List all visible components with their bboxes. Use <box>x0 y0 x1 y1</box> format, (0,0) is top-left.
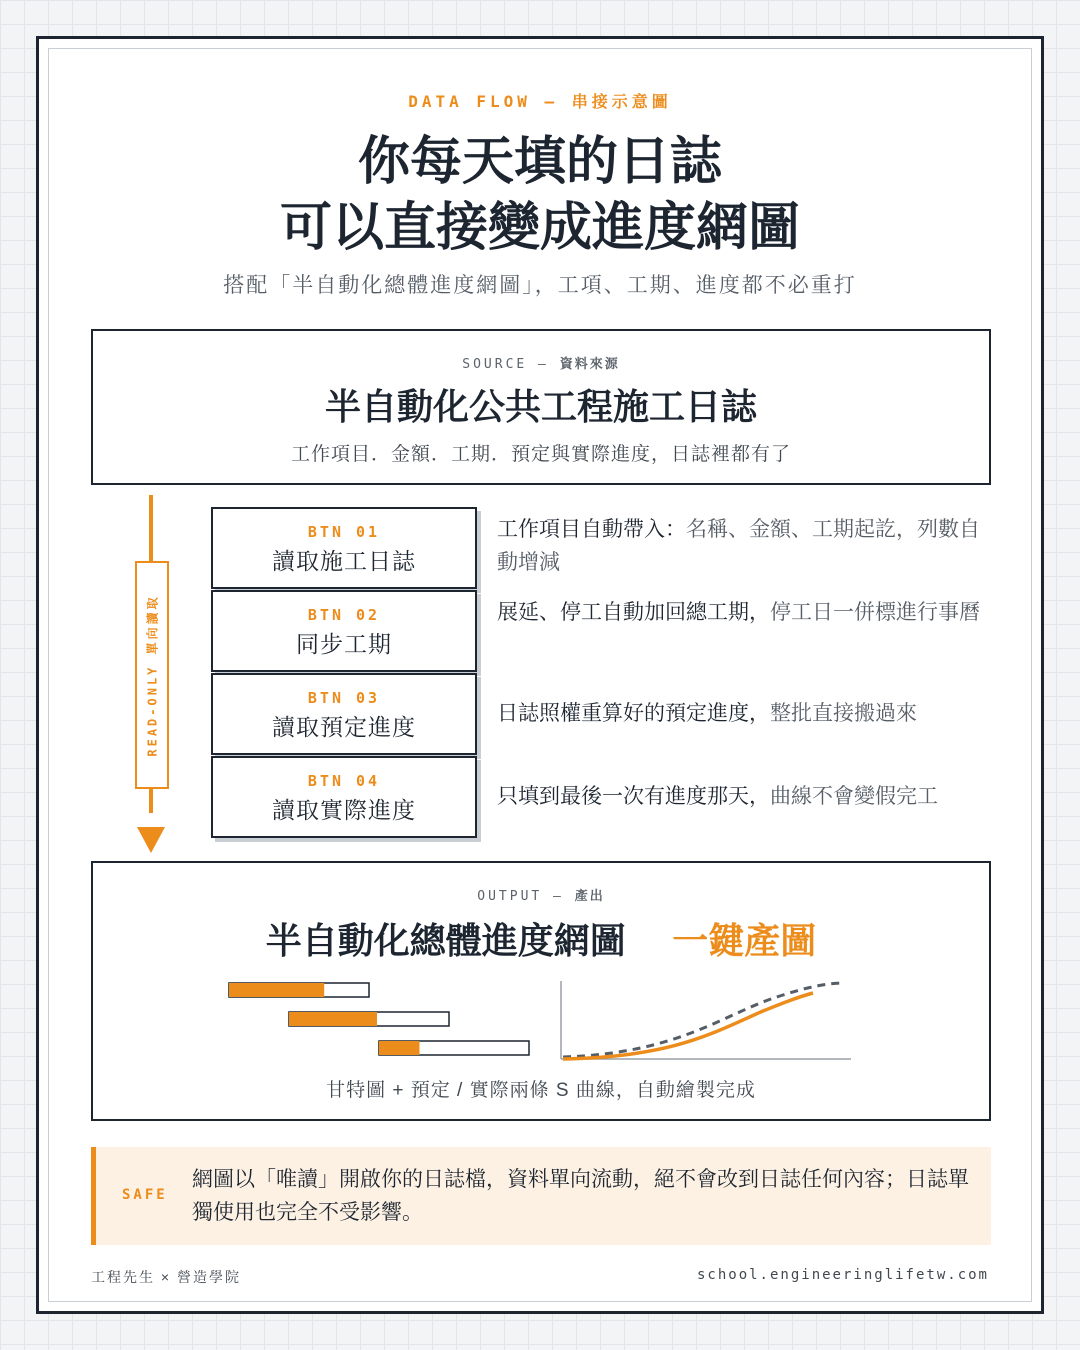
source-label-en: SOURCE — <box>462 357 549 372</box>
btn-03-desc-strong: 日誌照權重算好的預定進度， <box>497 702 770 725</box>
output-box <box>91 861 991 1121</box>
btn-01-desc-rest: 名稱、金額、工期起訖，列數自動增減 <box>497 518 980 574</box>
btn-01 <box>211 507 477 589</box>
btn-03-name: 讀取預定進度 <box>272 714 416 740</box>
btn-02-desc <box>497 596 997 629</box>
btn-04-desc <box>497 780 997 813</box>
flow-arrow-head-icon <box>137 827 165 853</box>
poster-frame <box>36 36 1044 1314</box>
output-title-main: 半自動化總體進度網圖 <box>265 920 626 962</box>
footer-url[interactable]: school.engineeringlifetw.com <box>696 1267 989 1283</box>
gantt-bar-2-fill <box>289 1012 377 1026</box>
gantt-bar-3-fill <box>379 1041 420 1055</box>
btn-03-code: BTN 03 <box>307 689 381 707</box>
output-label-zh: 產出 <box>574 889 605 904</box>
btn-03-desc <box>497 697 997 730</box>
source-label <box>93 353 989 372</box>
header-kicker: DATA FLOW — 串接示意圖 <box>408 92 672 111</box>
scurve-planned-line <box>563 983 843 1057</box>
output-illustration <box>223 973 863 1073</box>
btn-02-desc-rest: 停工日一併標進行事曆 <box>770 601 980 624</box>
btn-02-code: BTN 02 <box>307 606 381 624</box>
btn-01-desc <box>497 513 997 579</box>
btn-04-name: 讀取實際進度 <box>272 797 416 823</box>
btn-04 <box>211 756 477 838</box>
readonly-tag <box>135 561 169 789</box>
btn-04-desc-rest: 曲線不會變假完工 <box>770 785 938 808</box>
safe-tag: SAFE <box>122 1187 168 1203</box>
footer-brand: 工程先生 × 營造學院 <box>91 1269 241 1285</box>
safe-text: 網圖以「唯讀」開啟你的日誌檔，資料單向流動，絕不會改到日誌任何內容；日誌單獨使用也完全不受影響。 <box>192 1168 969 1224</box>
btn-03 <box>211 673 477 755</box>
page-subtitle: 搭配「半自動化總體進度網圖」，工項、工期、進度都不必重打 <box>223 274 857 297</box>
btn-03-desc-rest: 整批直接搬過來 <box>770 702 917 725</box>
btn-04-desc-strong: 只填到最後一次有進度那天， <box>497 785 770 808</box>
btn-01-name: 讀取施工日誌 <box>272 548 416 574</box>
source-label-zh: 資料來源 <box>559 357 620 372</box>
output-title-accent: 一鍵產圖 <box>672 920 817 962</box>
gantt-bar-1-fill <box>229 983 324 997</box>
source-title: 半自動化公共工程施工日誌 <box>324 386 757 428</box>
btn-02 <box>211 590 477 672</box>
scurve-actual-line <box>563 993 813 1059</box>
page-title <box>39 129 1041 261</box>
gantt-illustration <box>229 983 529 1055</box>
title-line-2: 可以直接變成進度網圖 <box>279 197 800 258</box>
btn-02-desc-strong: 展延、停工自動加回總工期， <box>497 601 770 624</box>
btn-01-code: BTN 01 <box>307 523 381 541</box>
safe-note <box>91 1147 991 1245</box>
source-desc: 工作項目．金額．工期．預定與實際進度，日誌裡都有了 <box>290 444 791 465</box>
source-box <box>91 329 991 485</box>
title-line-1: 你每天填的日誌 <box>357 131 722 192</box>
btn-01-desc-strong: 工作項目自動帶入： <box>497 518 686 541</box>
readonly-tag-text: READ-ONLY 單向讀取 <box>145 593 160 757</box>
output-title <box>93 913 989 964</box>
output-desc: 甘特圖 + 預定 / 實際兩條 S 曲線，自動繪製完成 <box>326 1080 756 1101</box>
output-label-en: OUTPUT — <box>477 889 564 904</box>
btn-02-name: 同步工期 <box>296 631 392 657</box>
output-label <box>93 885 989 904</box>
btn-04-code: BTN 04 <box>307 772 381 790</box>
